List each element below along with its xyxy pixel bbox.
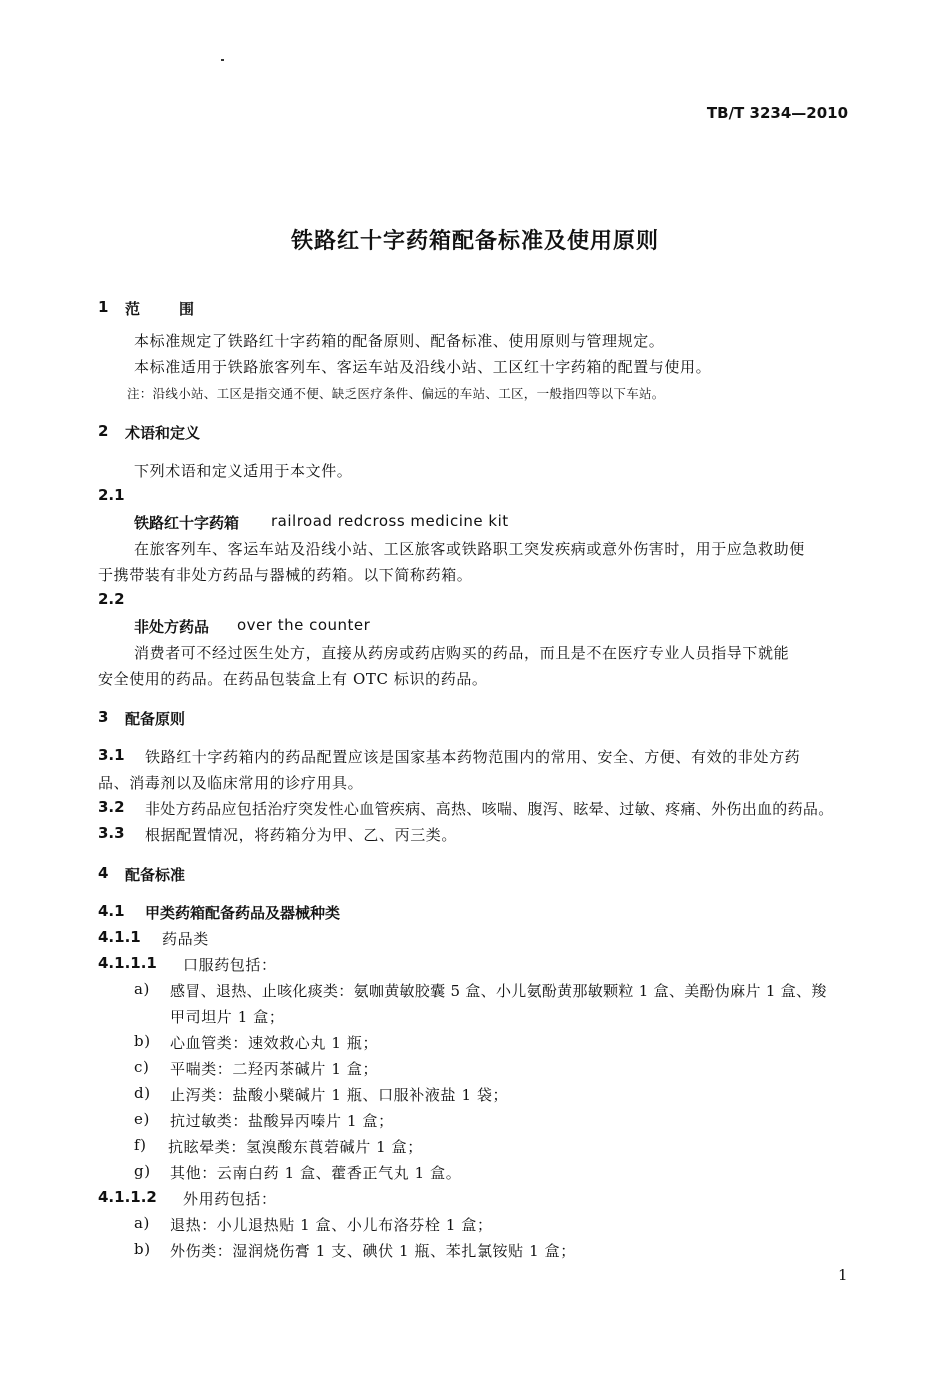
clause-3-3-text: 根据配置情况，将药箱分为甲、乙、丙三类。 [145, 826, 458, 844]
term-2-2-english: over the counter [237, 616, 371, 634]
section-2-number: 2 [98, 422, 109, 440]
clause-4-1-text: 甲类药箱配备药品及器械种类 [145, 904, 341, 922]
section-1-paragraph-2: 本标准适用于铁路旅客列车、客运车站及沿线小站、工区红十字药箱的配置与使用。 [134, 358, 712, 376]
list-item-text: 止泻类：盐酸小檗碱片 1 瓶、口服补液盐 1 袋； [170, 1086, 509, 1104]
list-item-text: 平喘类：二羟丙茶碱片 1 盒； [170, 1060, 379, 1078]
section-1-heading: 范 围 [125, 300, 207, 318]
term-2-1-english: railroad redcross medicine kit [271, 512, 509, 530]
section-1-paragraph-1: 本标准规定了铁路红十字药箱的配备原则、配备标准、使用原则与管理规定。 [134, 332, 665, 350]
clause-4-1-1-text: 药品类 [162, 930, 209, 948]
list-item-label: a) [134, 980, 150, 998]
list-item-label: b) [134, 1032, 151, 1050]
term-2-1-number: 2.1 [98, 486, 125, 504]
term-2-1-definition-line-2: 于携带装有非处方药品与器械的药箱。以下简称药箱。 [98, 566, 473, 584]
list-item-text: 外伤类：湿润烧伤膏 1 支、碘伏 1 瓶、苯扎氯铵贴 1 盒； [170, 1242, 576, 1260]
list-item-label: f) [134, 1136, 147, 1154]
section-1-number: 1 [98, 298, 109, 316]
section-3-number: 3 [98, 708, 109, 726]
clause-3-2-text: 非处方药品应包括治疗突发性心血管疾病、高热、咳喘、腹泻、眩晕、过敏、疼痛、外伤出血的药品。 [145, 800, 834, 818]
section-2-heading: 术语和定义 [125, 424, 201, 442]
list-item-label: b) [134, 1240, 151, 1258]
scan-mark [221, 59, 224, 61]
clause-4-1-1-number: 4.1.1 [98, 928, 141, 946]
clause-3-1-number: 3.1 [98, 746, 125, 764]
clause-4-1-1-1-number: 4.1.1.1 [98, 954, 157, 972]
section-3-heading: 配备原则 [125, 710, 186, 728]
section-4-number: 4 [98, 864, 109, 882]
clause-3-1-line-2: 品、消毒剂以及临床常用的诊疗用具。 [98, 774, 364, 792]
term-2-2-definition-line-2: 安全使用的药品。在药品包装盒上有 OTC 标识的药品。 [98, 670, 488, 688]
list-item-text: 退热：小儿退热贴 1 盒、小儿布洛芬栓 1 盒； [170, 1216, 493, 1234]
clause-4-1-number: 4.1 [98, 902, 125, 920]
clause-4-1-1-2-text: 外用药包括： [183, 1190, 277, 1208]
clause-4-1-1-1-text: 口服药包括： [183, 956, 277, 974]
list-item-text: 感冒、退热、止咳化痰类：氨咖黄敏胶囊 5 盒、小儿氨酚黄那敏颗粒 1 盒、美酚伪麻片 1 盒、羧 [170, 982, 827, 1000]
term-2-1-chinese: 铁路红十字药箱 [134, 514, 240, 532]
clause-3-1-line-1: 铁路红十字药箱内的药品配置应该是国家基本药物范围内的常用、安全、方便、有效的非处方药 [145, 748, 801, 766]
list-item-text: 其他：云南白药 1 盒、藿香正气丸 1 盒。 [170, 1164, 462, 1182]
list-item-label: a) [134, 1214, 150, 1232]
list-item-label: d) [134, 1084, 151, 1102]
page-number: 1 [838, 1266, 849, 1284]
section-2-intro: 下列术语和定义适用于本文件。 [134, 462, 353, 480]
clause-3-3-number: 3.3 [98, 824, 125, 842]
list-item-label: e) [134, 1110, 150, 1128]
list-item-label: c) [134, 1058, 150, 1076]
list-item-label: g) [134, 1162, 151, 1180]
document-title: 铁路红十字药箱配备标准及使用原则 [290, 229, 659, 254]
term-2-2-number: 2.2 [98, 590, 125, 608]
section-4-heading: 配备标准 [125, 866, 186, 884]
list-item-text: 抗眩晕类：氢溴酸东莨菪碱片 1 盒； [168, 1138, 423, 1156]
clause-4-1-1-2-number: 4.1.1.2 [98, 1188, 157, 1206]
standard-number: TB/T 3234—2010 [706, 104, 848, 122]
list-item-text-continuation: 甲司坦片 1 盒； [170, 1008, 285, 1026]
section-1-note: 注：沿线小站、工区是指交通不便、缺乏医疗条件、偏远的车站、工区，一般指四等以下车站。 [127, 386, 665, 401]
term-2-1-definition-line-1: 在旅客列车、客运车站及沿线小站、工区旅客或铁路职工突发疾病或意外伤害时，用于应急救助便 [134, 540, 805, 558]
list-item-text: 心血管类：速效救心丸 1 瓶； [170, 1034, 379, 1052]
term-2-2-chinese: 非处方药品 [134, 618, 210, 636]
term-2-2-definition-line-1: 消费者可不经过医生处方，直接从药房或药店购买的药品，而且是不在医疗专业人员指导下就能 [134, 644, 790, 662]
clause-3-2-number: 3.2 [98, 798, 125, 816]
list-item-text: 抗过敏类：盐酸异丙嗪片 1 盒； [170, 1112, 394, 1130]
